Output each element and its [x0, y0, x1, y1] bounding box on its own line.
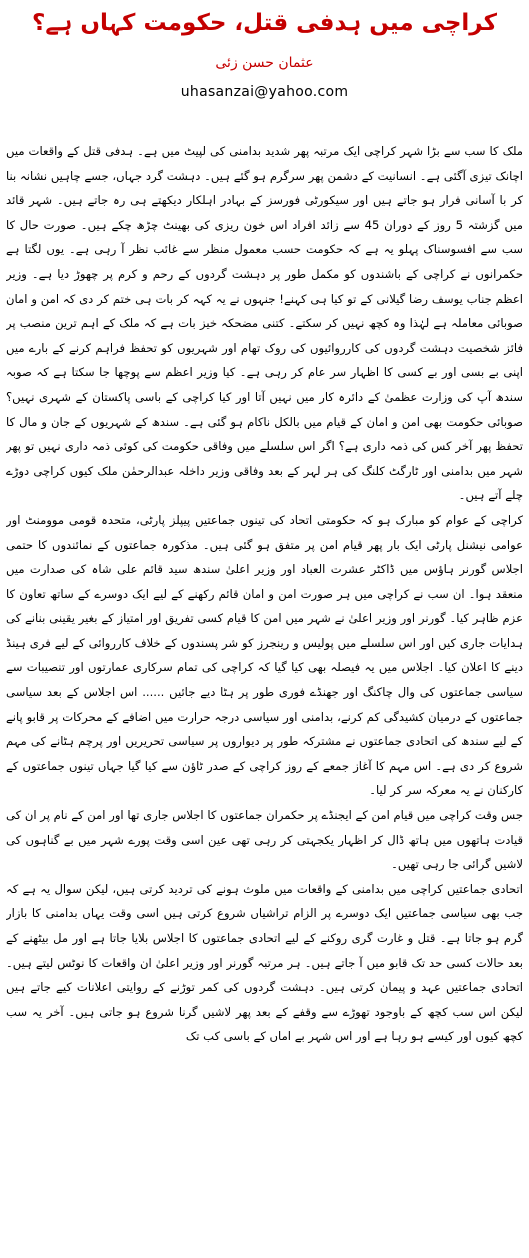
paragraph-4: اتحادی جماعتیں کراچی میں بدامنی کے واقعات میں ملوث ہونے کی تردید کرتی ہیں، لیکن سوال یہ ہے کہ جب بھی سیاسی جماعتیں ایک دوسرے پر الزام تراشیاں شروع کرتی ہیں اسی وقت یہاں بدامنی کا بازار گرم ہو جاتا ہے۔ قتل و غارت گری روکنے کے لیے اتحادی جماعتوں کا اجلاس بلایا جاتا ہے اور مل بیٹھنے کے بعد حالات کسی حد تک قابو میں آ جاتے ہیں۔ ہر مرتبہ گورنر اور وزیر اعلیٰ ان واقعات کا نوٹس لیتے ہیں۔ اتحادی جماعتیں عہد و پیمان کرتی ہیں۔ دہشت گردوں کی کمر توڑنے کے روایتی اعلانات کیے جاتے ہیں لیکن اس سب کچھ کے باوجود تھوڑے سے وقفے کے بعد پھر لاشیں گرنا شروع ہو جاتی ہیں۔ آخر یہ سب کچھ کیوں اور کیسے ہو رہا ہے اور اس شہر بے اماں کے باسی کب تک	[6, 881, 523, 1044]
article-title: کراچی میں ہدفی قتل، حکومت کہاں ہے؟	[32, 10, 497, 36]
paragraph-3: جس وقت کراچی میں قیام امن کے ایجنڈے پر حکمران جماعتوں کا اجلاس جاری تھا اور امن کے نام پر ان کی قیادت ہاتھوں میں ہاتھ ڈال کر اظہار یکجہتی کر رہی تھی عین اسی وقت پورے شہر میں بے گناہوں کی لاشیں گرائی جا رہی تھیں۔	[6, 808, 523, 872]
paragraph-2: کراچی کے عوام کو مبارک ہو کہ حکومتی اتحاد کی تینوں جماعتیں پیپلز پارٹی، متحدہ قومی موومنٹ اور عوامی نیشنل پارٹی ایک بار پھر قیام امن پر متفق ہو گئی ہیں۔ مذکورہ جماعتوں کے نمائندوں کا حتمی اجلاس گورنر ہاؤس میں ڈاکٹر عشرت العباد اور وزیر اعلیٰ سندھ سید قائم علی شاہ کی صدارت میں منعقد ہوا۔ ان سب نے کراچی میں ہر صورت امن و امان قائم رکھنے کے لیے ایک دوسرے کے ساتھ تعاون کا عزم ظاہر کیا۔ گورنر اور وزیر اعلیٰ نے شہر میں امن کا قیام کسی تفریق اور امتیاز کے بغیر یقینی بنانے کی ہدایات جاری کیں اور اس سلسلے میں پولیس و رینجرز کو شر پسندوں کے خلاف کارروائی کے لیے فری ہینڈ دینے کا اعلان کیا۔ اجلاس میں یہ فیصلہ بھی کیا گیا کہ کراچی کی تمام سرکاری عمارتوں اور تنصیبات سے سیاسی جماعتوں کی وال چاکنگ اور جھنڈے فوری طور پر ہٹا دیے جائیں ...... اس اجلاس کے بعد سیاسی جماعتوں کے درمیان کشیدگی کم کرنے، بدامنی اور سیاسی درجہ حرارت میں اضافے کے محرکات پر قابو پانے کے لیے سندھ کی اتحادی جماعتوں نے مشترکہ طور پر دیواروں پر سیاسی تحریریں اور پرچم ہٹانے کی مہم شروع کر دی ہے۔ اس مہم کا آغاز جمعے کے روز کراچی کے صدر ٹاؤن سے کیا گیا جہاں تینوں جماعتوں کے کارکنان نے یہ معرکہ سر کر لیا۔	[6, 512, 523, 798]
paragraph-1: ملک کا سب سے بڑا شہر کراچی ایک مرتبہ پھر شدید بدامنی کی لپیٹ میں ہے۔ ہدفی قتل کے واقعات میں اچانک تیزی آگئی ہے۔ انسانیت کے دشمن پھر سرگرم ہو گئے ہیں۔ دہشت گرد جہاں، جسے چاہیں نشانہ بنا کر با آسانی فرار ہو جاتے ہیں اور سیکورٹی فورسز کے بہادر اہلکار دیکھتے ہی رہ جاتے ہیں۔ شہر قائد میں گزشتہ 5 روز کے دوران 45 سے زائد افراد اس خون ریزی کی بھینٹ چڑھ چکے ہیں۔ صورت حال کا سب سے افسوسناک پہلو یہ ہے کہ حکومت حسب معمول منظر سے غائب نظر آ رہی ہے۔ یوں لگتا ہے حکمرانوں نے کراچی کے باشندوں کو مکمل طور پر دہشت گردوں کے رحم و کرم پر چھوڑ دیا ہے۔ وزیر اعظم جناب یوسف رضا گیلانی کے تو کیا ہی کہنے! جنہوں نے یہ کہہ کر بات ہی ختم کر دی کہ امن و امان صوبائی معاملہ ہے لہٰذا وہ کچھ نہیں کر سکتے۔ کتنی مضحکہ خیز بات ہے کہ ملک کے اہم ترین منصب پر فائز شخصیت دہشت گردوں کی کارروائیوں کی روک تھام اور شہریوں کو تحفظ فراہم کرنے کے بارے میں اپنی بے بسی اور بے کسی کا اظہار سر عام کر رہی ہے۔ کیا وزیر اعظم سے پوچھا جا سکتا ہے کہ صوبہ سندھ آپ کی وزارت عظمیٰ کے دائرہ کار میں نہیں آتا اور کیا کراچی کے باسی پاکستان کے شہری نہیں؟ صوبائی حکومت بھی امن و امان کے قیام میں بالکل ناکام ہو گئی ہے۔ سندھ کے شہریوں کے جان و مال کا تحفظ پھر آخر کس کی ذمہ داری ہے؟ اگر اس سلسلے میں وفاقی حکومت کی کوئی ذمہ داری نہیں تو پھر شہر میں بدامنی اور ٹارگٹ کلنگ کی ہر لہر کے بعد وفاقی وزیر داخلہ عبدالرحمٰن ملک کیوں کراچی دوڑے چلے آتے ہیں۔	[6, 144, 523, 503]
author-name: عثمان حسن زئی	[215, 55, 314, 71]
article-body	[6, 139, 523, 1254]
author-email[interactable]: uhasanzai@yahoo.com	[180, 84, 349, 100]
